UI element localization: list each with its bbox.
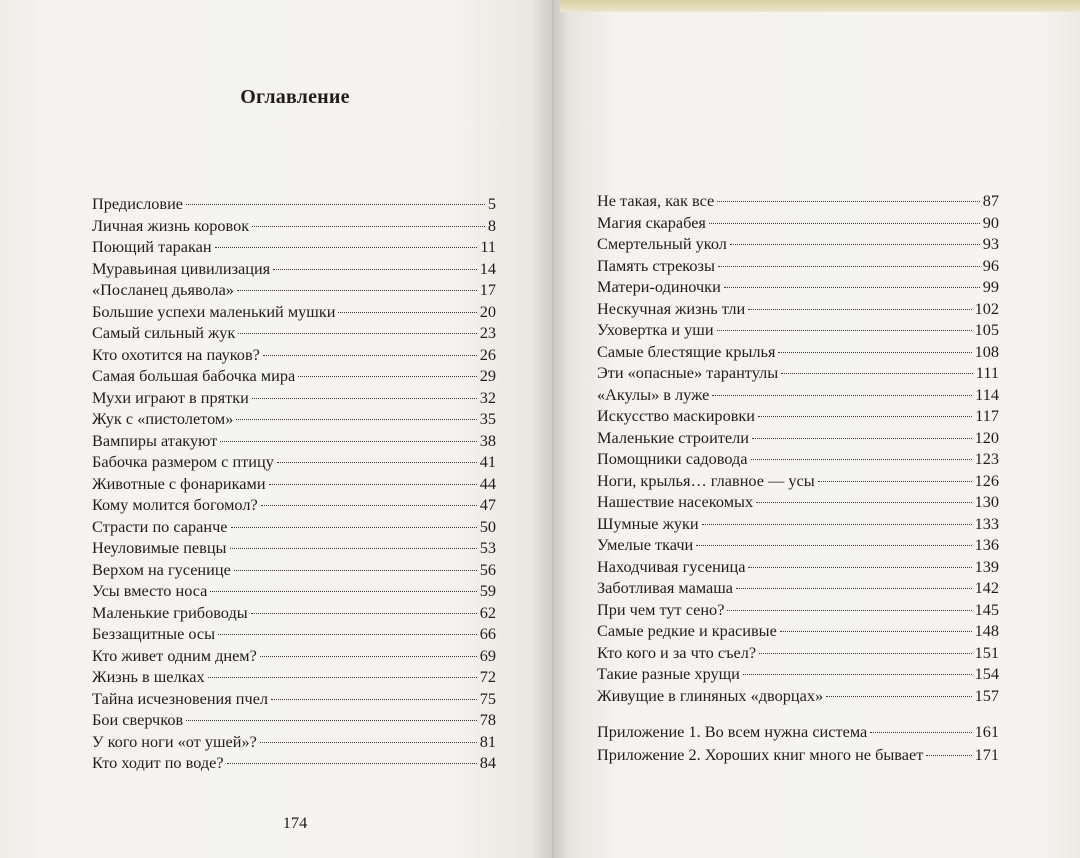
toc-entry-page: 87 xyxy=(982,191,999,210)
toc-entry xyxy=(92,322,496,344)
toc-entry xyxy=(92,559,496,581)
toc-entry-title: «Посланец дьявола» xyxy=(92,280,234,299)
toc-entry xyxy=(597,427,999,449)
toc-entry xyxy=(597,577,999,599)
toc-entry-page: 154 xyxy=(974,664,999,683)
toc-entry-page: 78 xyxy=(479,710,496,729)
dot-leader xyxy=(260,742,477,743)
toc-entry-page: 111 xyxy=(975,363,999,382)
toc-entry xyxy=(92,666,496,688)
toc-entry-title: Искусство маскировки xyxy=(597,406,756,425)
toc-entry xyxy=(92,688,496,710)
toc-entry-page: 23 xyxy=(479,323,496,342)
dot-leader xyxy=(269,484,477,485)
dot-leader xyxy=(870,732,971,733)
dot-leader xyxy=(251,613,477,614)
toc-entry xyxy=(597,298,999,320)
toc-entry-title: «Акулы» в луже xyxy=(597,384,710,404)
toc-entry xyxy=(597,620,999,642)
toc-entry-title: Предисловие xyxy=(92,194,184,213)
dot-leader xyxy=(210,591,476,592)
dot-leader xyxy=(227,763,477,764)
toc-entry-page: 145 xyxy=(974,599,999,619)
toc-entry-page: 66 xyxy=(479,624,496,643)
toc-entry-title: Кто охотится на пауков? xyxy=(92,344,260,364)
toc-entry xyxy=(92,279,496,301)
toc-entry-page: 20 xyxy=(479,301,496,321)
toc-entry xyxy=(597,212,999,234)
toc-entry-title: Верхом на гусенице xyxy=(92,559,231,579)
toc-entry xyxy=(597,255,999,277)
dot-leader xyxy=(727,610,971,611)
toc-entry-page: 17 xyxy=(479,280,496,299)
toc-entry-page: 133 xyxy=(974,513,999,533)
toc-entry-page: 130 xyxy=(974,492,999,511)
toc-entry xyxy=(597,190,999,212)
dot-leader xyxy=(208,677,477,678)
toc-entry-page: 59 xyxy=(479,581,496,600)
toc-entry-title: Самая большая бабочка мира xyxy=(92,366,296,385)
toc-entry-page: 11 xyxy=(480,237,496,256)
toc-entry-page: 157 xyxy=(974,685,999,705)
dot-leader xyxy=(758,416,972,417)
toc-entry-title: Муравьиная цивилизация xyxy=(92,258,271,278)
toc-entry-page: 161 xyxy=(974,722,999,741)
toc-list-left xyxy=(92,193,496,774)
toc-entry xyxy=(597,642,999,664)
toc-entry-page: 171 xyxy=(974,745,999,764)
toc-entry-title: Большие успехи маленький мушки xyxy=(92,301,336,321)
toc-entry-title: Маленькие грибоводы xyxy=(92,602,248,622)
toc-entry-title: Жук с «пистолетом» xyxy=(92,409,234,428)
dot-leader xyxy=(230,548,477,549)
dot-leader xyxy=(712,395,972,396)
toc-entry-title: Беззащитные осы xyxy=(92,624,216,643)
toc-entry-page: 108 xyxy=(974,341,999,361)
toc-entry-page: 99 xyxy=(982,277,999,296)
toc-entry-page: 38 xyxy=(479,430,496,450)
toc-entry-title: У кого ноги «от ушей»? xyxy=(92,731,257,751)
toc-entry-page: 96 xyxy=(982,255,999,275)
toc-entry-page: 114 xyxy=(975,384,999,404)
toc-entry-page: 126 xyxy=(974,470,999,490)
toc-entry-title: Приложение 1. Во всем нужна система xyxy=(597,722,868,741)
dot-leader xyxy=(218,634,477,635)
toc-entry xyxy=(92,344,496,366)
toc-entry-title: Не такая, как все xyxy=(597,191,715,210)
toc-entry xyxy=(597,663,999,685)
toc-entry-page: 142 xyxy=(974,578,999,597)
toc-list-right xyxy=(597,190,999,706)
dot-leader xyxy=(260,656,477,657)
dot-leader xyxy=(186,204,485,205)
dot-leader xyxy=(234,570,477,571)
toc-entry-title: Память стрекозы xyxy=(597,255,715,275)
toc-entry xyxy=(92,365,496,387)
toc-entry-title: Неуловимые певцы xyxy=(92,538,227,557)
toc-entry xyxy=(92,473,496,495)
toc-entry xyxy=(597,319,999,341)
dot-leader xyxy=(926,755,971,756)
toc-entry-page: 136 xyxy=(974,535,999,554)
dot-leader xyxy=(252,226,485,227)
toc-entry-title: Ноги, крылья… главное — усы xyxy=(597,470,815,490)
toc-entry-title: Животные с фонариками xyxy=(92,473,266,493)
toc-entry xyxy=(92,408,496,430)
toc-entry xyxy=(597,513,999,535)
toc-entry-title: Заботливая мамаша xyxy=(597,578,733,597)
toc-heading: Оглавление xyxy=(240,86,350,108)
toc-entry-title: Смертельный укол xyxy=(597,234,727,253)
toc-entry-title: Кто ходит по воде? xyxy=(92,753,224,772)
toc-entry-page: 139 xyxy=(974,556,999,576)
toc-entry-page: 148 xyxy=(974,621,999,640)
toc-entry-page: 90 xyxy=(982,212,999,232)
dot-leader xyxy=(238,333,476,334)
dot-leader xyxy=(736,588,972,589)
dot-leader xyxy=(236,419,476,420)
toc-entry xyxy=(597,362,999,384)
dot-leader xyxy=(826,696,971,697)
toc-entry xyxy=(597,685,999,707)
toc-entry xyxy=(597,534,999,556)
toc-entry-page: 8 xyxy=(487,215,496,235)
toc-entry-title: Маленькие строители xyxy=(597,427,749,447)
toc-entry-title: Самый сильный жук xyxy=(92,323,236,342)
dot-leader xyxy=(298,376,477,377)
dot-leader xyxy=(237,290,477,291)
toc-entry xyxy=(92,301,496,323)
dot-leader xyxy=(717,201,979,202)
toc-entry-title: Шумные жуки xyxy=(597,513,699,533)
toc-entry xyxy=(92,215,496,237)
toc-entry xyxy=(597,276,999,298)
dot-leader xyxy=(818,481,972,482)
toc-entry-title: Приложение 2. Хороших книг много не бывает xyxy=(597,745,924,764)
dot-leader xyxy=(273,269,477,270)
toc-entry xyxy=(92,387,496,409)
page-number: 174 xyxy=(282,813,308,832)
toc-entry-title: Бабочка размером с птицу xyxy=(92,452,274,471)
toc-entry-title: При чем тут сено? xyxy=(597,599,725,619)
toc-entry-page: 47 xyxy=(479,495,496,514)
toc-entry-title: Кому молится богомол? xyxy=(92,495,258,514)
toc-entry-page: 93 xyxy=(982,234,999,253)
toc-entry-title: Кто кого и за что съел? xyxy=(597,642,757,662)
toc-entry xyxy=(92,236,496,258)
toc-entry xyxy=(92,709,496,731)
toc-entry-page: 117 xyxy=(975,406,999,425)
dot-leader xyxy=(263,355,477,356)
toc-entry-title: Такие разные хрущи xyxy=(597,664,740,683)
toc-entry-page: 102 xyxy=(974,298,999,318)
toc-entry-page: 56 xyxy=(479,559,496,579)
toc-entry-page: 5 xyxy=(487,194,496,213)
dot-leader xyxy=(271,699,477,700)
toc-entry xyxy=(92,494,496,516)
toc-entry xyxy=(92,602,496,624)
dot-leader xyxy=(338,312,476,313)
toc-entry-title: Самые редкие и красивые xyxy=(597,621,777,640)
toc-entry-title: Самые блестящие крылья xyxy=(597,341,776,361)
toc-entry xyxy=(597,470,999,492)
dot-leader xyxy=(752,438,972,439)
dot-leader xyxy=(220,441,477,442)
toc-entry xyxy=(92,516,496,538)
toc-entry xyxy=(92,537,496,559)
toc-entry-title: Живущие в глиняных «дворцах» xyxy=(597,685,824,705)
toc-entry-title: Вампиры атакуют xyxy=(92,430,218,450)
toc-entry xyxy=(597,448,999,470)
dot-leader xyxy=(277,462,477,463)
dot-leader xyxy=(743,674,972,675)
toc-entry-page: 41 xyxy=(479,452,496,471)
dot-leader xyxy=(696,545,971,546)
dot-leader xyxy=(780,631,972,632)
toc-entry-page: 123 xyxy=(974,449,999,468)
dot-leader xyxy=(261,505,477,506)
dot-leader xyxy=(231,527,477,528)
toc-entry-page: 105 xyxy=(974,320,999,339)
toc-entry-page: 62 xyxy=(479,602,496,622)
toc-entry xyxy=(92,731,496,753)
toc-entry xyxy=(92,451,496,473)
toc-entry-title: Магия скарабея xyxy=(597,212,706,232)
dot-leader xyxy=(751,459,972,460)
dot-leader xyxy=(730,244,980,245)
toc-entry-title: Помощники садовода xyxy=(597,449,748,468)
dot-leader xyxy=(724,287,980,288)
cover-edge xyxy=(560,0,1080,12)
toc-entry-page: 44 xyxy=(479,473,496,493)
dot-leader xyxy=(759,653,971,654)
toc-entry-page: 29 xyxy=(479,366,496,385)
toc-entry-title: Поющий таракан xyxy=(92,237,212,256)
toc-entry xyxy=(597,743,999,766)
toc-entry xyxy=(92,752,496,774)
toc-entry-page: 69 xyxy=(479,645,496,665)
toc-entry-page: 26 xyxy=(479,344,496,364)
appendix-list xyxy=(597,720,999,766)
toc-entry-title: Усы вместо носа xyxy=(92,581,208,600)
dot-leader xyxy=(186,720,477,721)
dot-leader xyxy=(717,330,972,331)
toc-entry-title: Мухи играют в прятки xyxy=(92,387,249,407)
toc-entry-title: Страсти по саранче xyxy=(92,516,228,536)
toc-entry xyxy=(597,341,999,363)
dot-leader xyxy=(778,352,971,353)
toc-entry xyxy=(92,623,496,645)
toc-entry xyxy=(92,193,496,215)
toc-entry-page: 151 xyxy=(974,642,999,662)
toc-entry-title: Матери-одиночки xyxy=(597,277,721,296)
toc-entry-title: Уховертка и уши xyxy=(597,320,714,339)
toc-entry-page: 35 xyxy=(479,409,496,428)
toc-entry-title: Эти «опасные» тарантулы xyxy=(597,363,779,382)
toc-entry xyxy=(597,556,999,578)
toc-entry xyxy=(92,258,496,280)
toc-entry-page: 81 xyxy=(479,731,496,751)
dot-leader xyxy=(215,247,478,248)
toc-entry-page: 53 xyxy=(479,538,496,557)
dot-leader xyxy=(252,398,477,399)
toc-entry xyxy=(597,599,999,621)
toc-entry-page: 14 xyxy=(479,258,496,278)
dot-leader xyxy=(709,223,980,224)
toc-entry xyxy=(597,384,999,406)
toc-entry xyxy=(597,720,999,743)
toc-entry-title: Нескучная жизнь тли xyxy=(597,298,746,318)
toc-entry-title: Кто живет одним днем? xyxy=(92,645,257,665)
toc-entry-title: Умелые ткачи xyxy=(597,535,694,554)
toc-entry-title: Нашествие насекомых xyxy=(597,492,754,511)
toc-entry xyxy=(597,233,999,255)
toc-entry xyxy=(92,580,496,602)
toc-entry xyxy=(92,645,496,667)
toc-entry-page: 50 xyxy=(479,516,496,536)
toc-entry-title: Бои сверчков xyxy=(92,710,184,729)
dot-leader xyxy=(718,266,980,267)
dot-leader xyxy=(756,502,971,503)
toc-entry-title: Тайна исчезновения пчел xyxy=(92,688,269,708)
toc-entry-title: Находчивая гусеница xyxy=(597,556,746,576)
toc-entry-page: 72 xyxy=(479,667,496,686)
toc-entry-page: 32 xyxy=(479,387,496,407)
dot-leader xyxy=(748,309,971,310)
dot-leader xyxy=(781,373,973,374)
toc-entry-title: Жизнь в шелках xyxy=(92,667,205,686)
toc-entry-page: 84 xyxy=(479,753,496,772)
toc-entry-title: Личная жизнь коровок xyxy=(92,215,250,235)
toc-entry xyxy=(597,491,999,513)
toc-entry xyxy=(92,430,496,452)
dot-leader xyxy=(702,524,972,525)
dot-leader xyxy=(748,567,971,568)
toc-entry-page: 120 xyxy=(974,427,999,447)
toc-entry-page: 75 xyxy=(479,688,496,708)
toc-entry xyxy=(597,405,999,427)
